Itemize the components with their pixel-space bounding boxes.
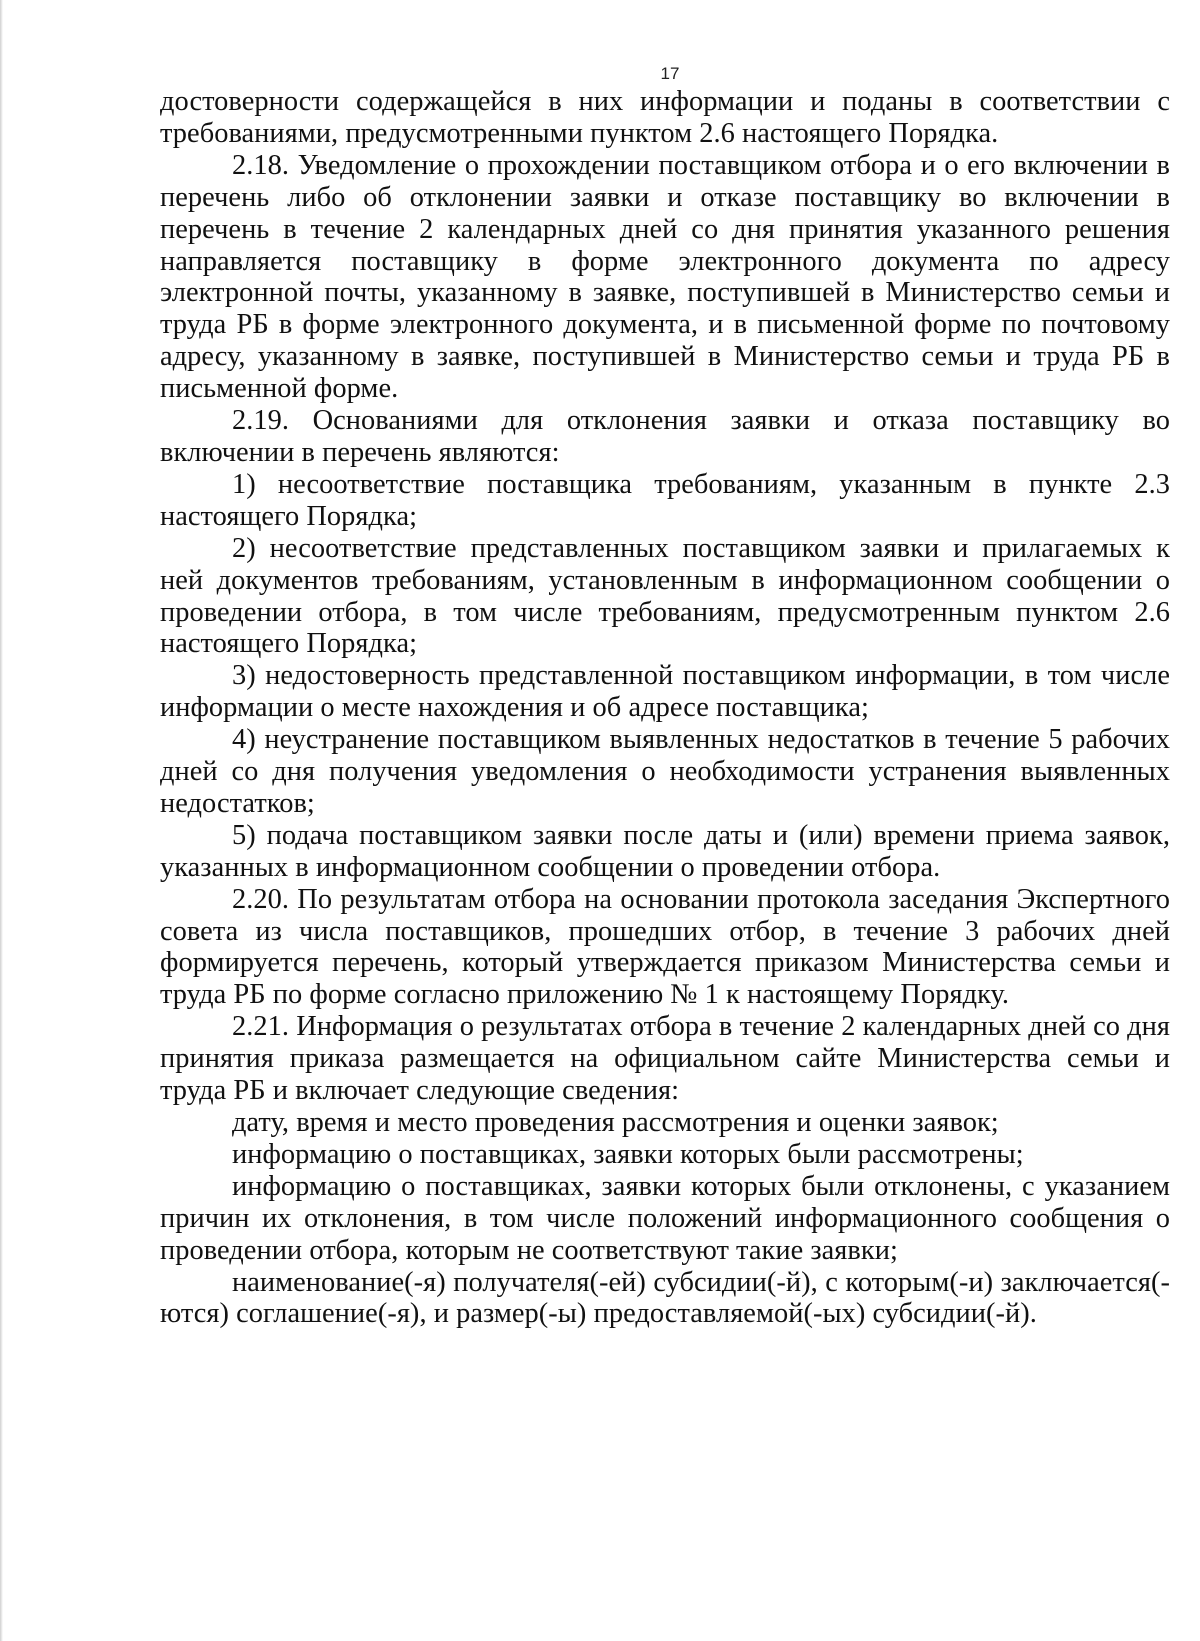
info-item-recipients: наименование(-я) получателя(-ей) субсидии(-й), с которым(-и) заключается(-ются) соглашение(-я), и размер(-ы) предоставляемой(-ых) субсидии(-й).	[160, 1266, 1170, 1330]
page-number: 17	[660, 64, 680, 83]
info-item-reviewed: информацию о поставщиках, заявки которых были рассмотрены;	[232, 1138, 1024, 1170]
list-item-3: 3) недостоверность представленной поставщиком информации, в том числе информации о месте нахождения и об адресе поставщика;	[160, 660, 1170, 724]
info-item-rejected: информацию о поставщиках, заявки которых были отклонены, с указанием причин их отклонения, в том числе положений информационного сообщения о проведении отбора, которым не соответствуют такие заявки;	[160, 1170, 1170, 1266]
scan-edge	[0, 0, 3, 1641]
paragraph-2-19: 2.19. Основаниями для отклонения заявки и отказа поставщику во включении в перечень являются:	[160, 405, 1170, 468]
list-item-5: 5) подача поставщиком заявки после даты и (или) времени приема заявок, указанных в информационном сообщении о проведении отбора.	[160, 819, 1170, 883]
paragraph-2-18: 2.18. Уведомление о прохождении поставщиком отбора и о его включении в перечень либо об отклонении заявки и отказе поставщику во включении в перечень в течение 2 календарных дней со дня принятия указанного решения направляется поставщику в форме электронного документа по адресу электронной почты, указанному в заявке, поступившей в Министерство семьи и труда РБ в форме электронного документа, и в письменной форме по почтовому адресу, указанному в заявке, поступившей в Министерство семьи и труда РБ в письменной форме.	[160, 149, 1170, 405]
paragraph-continuation: достоверности содержащейся в них информации и поданы в соответствии с требованиями, предусмотренными пунктом 2.6 настоящего Порядка.	[160, 86, 1170, 149]
list-item-2: 2) несоответствие представленных поставщиком заявки и прилагаемых к ней документов требованиям, установленным в информационном сообщении о проведении отбора, в том числе требованиям, предусмотренным пунктом 2.6 настоящего Порядка;	[160, 532, 1170, 660]
document-body	[160, 86, 1170, 1330]
paragraph-2-21: 2.21. Информация о результатах отбора в течение 2 календарных дней со дня принятия приказа размещается на официальном сайте Министерства семьи и труда РБ и включает следующие сведения:	[160, 1011, 1170, 1107]
list-item-4: 4) неустранение поставщиком выявленных недостатков в течение 5 рабочих дней со дня получения уведомления о необходимости устранения выявленных недостатков;	[160, 724, 1170, 819]
list-item-1: 1) несоответствие поставщика требованиям, указанным в пункте 2.3 настоящего Порядка;	[160, 468, 1170, 532]
info-item-date: дату, время и место проведения рассмотрения и оценки заявок;	[232, 1107, 999, 1138]
paragraph-2-20: 2.20. По результатам отбора на основании протокола заседания Экспертного совета из числа поставщиков, прошедших отбор, в течение 3 рабочих дней формируется перечень, который утверждается приказом Министерства семьи и труда РБ по форме согласно приложению № 1 к настоящему Порядку.	[160, 883, 1170, 1011]
